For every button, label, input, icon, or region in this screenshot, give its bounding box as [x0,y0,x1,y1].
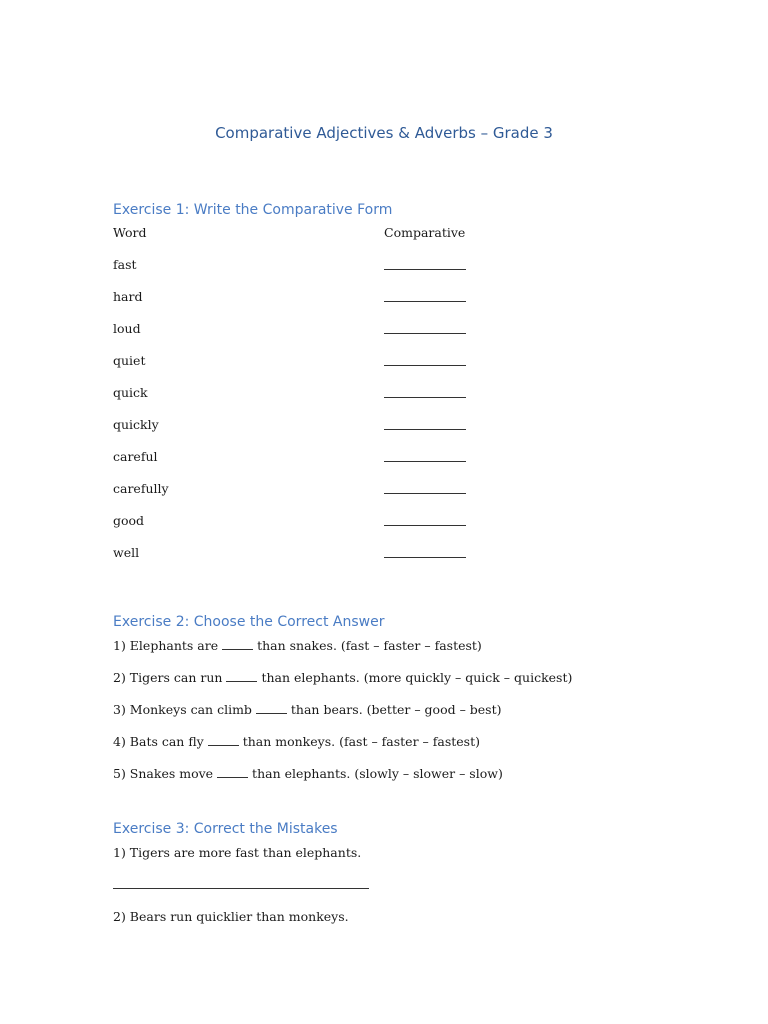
exercise2-heading: Exercise 2: Choose the Correct Answer [113,614,385,630]
question-text-start: 2) Tigers can run [113,670,223,685]
question-item [113,734,480,750]
question-text-start: 4) Bats can fly [113,734,204,749]
comparative-answer-blank[interactable] [384,365,466,366]
exercise3-item: 2) Bears run quicklier than monkeys. [113,909,349,924]
word-item: quick [113,385,148,400]
question-item [113,702,502,718]
answer-gap[interactable] [222,649,253,650]
answer-gap[interactable] [256,713,287,714]
exercise1-heading: Exercise 1: Write the Comparative Form [113,202,393,218]
question-text-start: 1) Elephants are [113,638,219,653]
question-text-start: 5) Snakes move [113,766,214,781]
word-item: fast [113,257,137,272]
question-text-end: than elephants. (slowly – slower – slow) [252,766,503,781]
comparative-answer-blank[interactable] [384,493,466,494]
word-item: hard [113,289,143,304]
comparative-answer-blank[interactable] [384,557,466,558]
question-text-start: 3) Monkeys can climb [113,702,252,717]
answer-gap[interactable] [208,745,239,746]
comparative-answer-blank[interactable] [384,525,466,526]
exercise3-heading: Exercise 3: Correct the Mistakes [113,821,338,837]
question-text-end: than bears. (better – good – best) [290,702,502,717]
word-item: careful [113,449,158,464]
answer-blank-line[interactable] [113,888,369,889]
question-item [113,670,572,686]
word-item: well [113,545,140,560]
page-title: Comparative Adjectives & Adverbs – Grade 3 [215,124,553,142]
answer-gap[interactable] [217,777,248,778]
column-header-word: Word [113,225,147,240]
word-item: quiet [113,353,146,368]
word-item: good [113,513,145,528]
question-text-end: than elephants. (more quickly – quick – quickest) [261,670,573,685]
word-item: loud [113,321,141,336]
comparative-answer-blank[interactable] [384,333,466,334]
word-item: quickly [113,417,159,432]
exercise3-item: 1) Tigers are more fast than elephants. [113,845,362,860]
comparative-answer-blank[interactable] [384,461,466,462]
comparative-answer-blank[interactable] [384,429,466,430]
question-item [113,766,503,782]
comparative-answer-blank[interactable] [384,397,466,398]
comparative-answer-blank[interactable] [384,269,466,270]
word-item: carefully [113,481,169,496]
question-item [113,638,482,654]
answer-gap[interactable] [226,681,257,682]
question-text-end: than snakes. (fast – faster – fastest) [257,638,482,653]
column-header-comparative: Comparative [384,225,466,240]
comparative-answer-blank[interactable] [384,301,466,302]
question-text-end: than monkeys. (fast – faster – fastest) [242,734,480,749]
